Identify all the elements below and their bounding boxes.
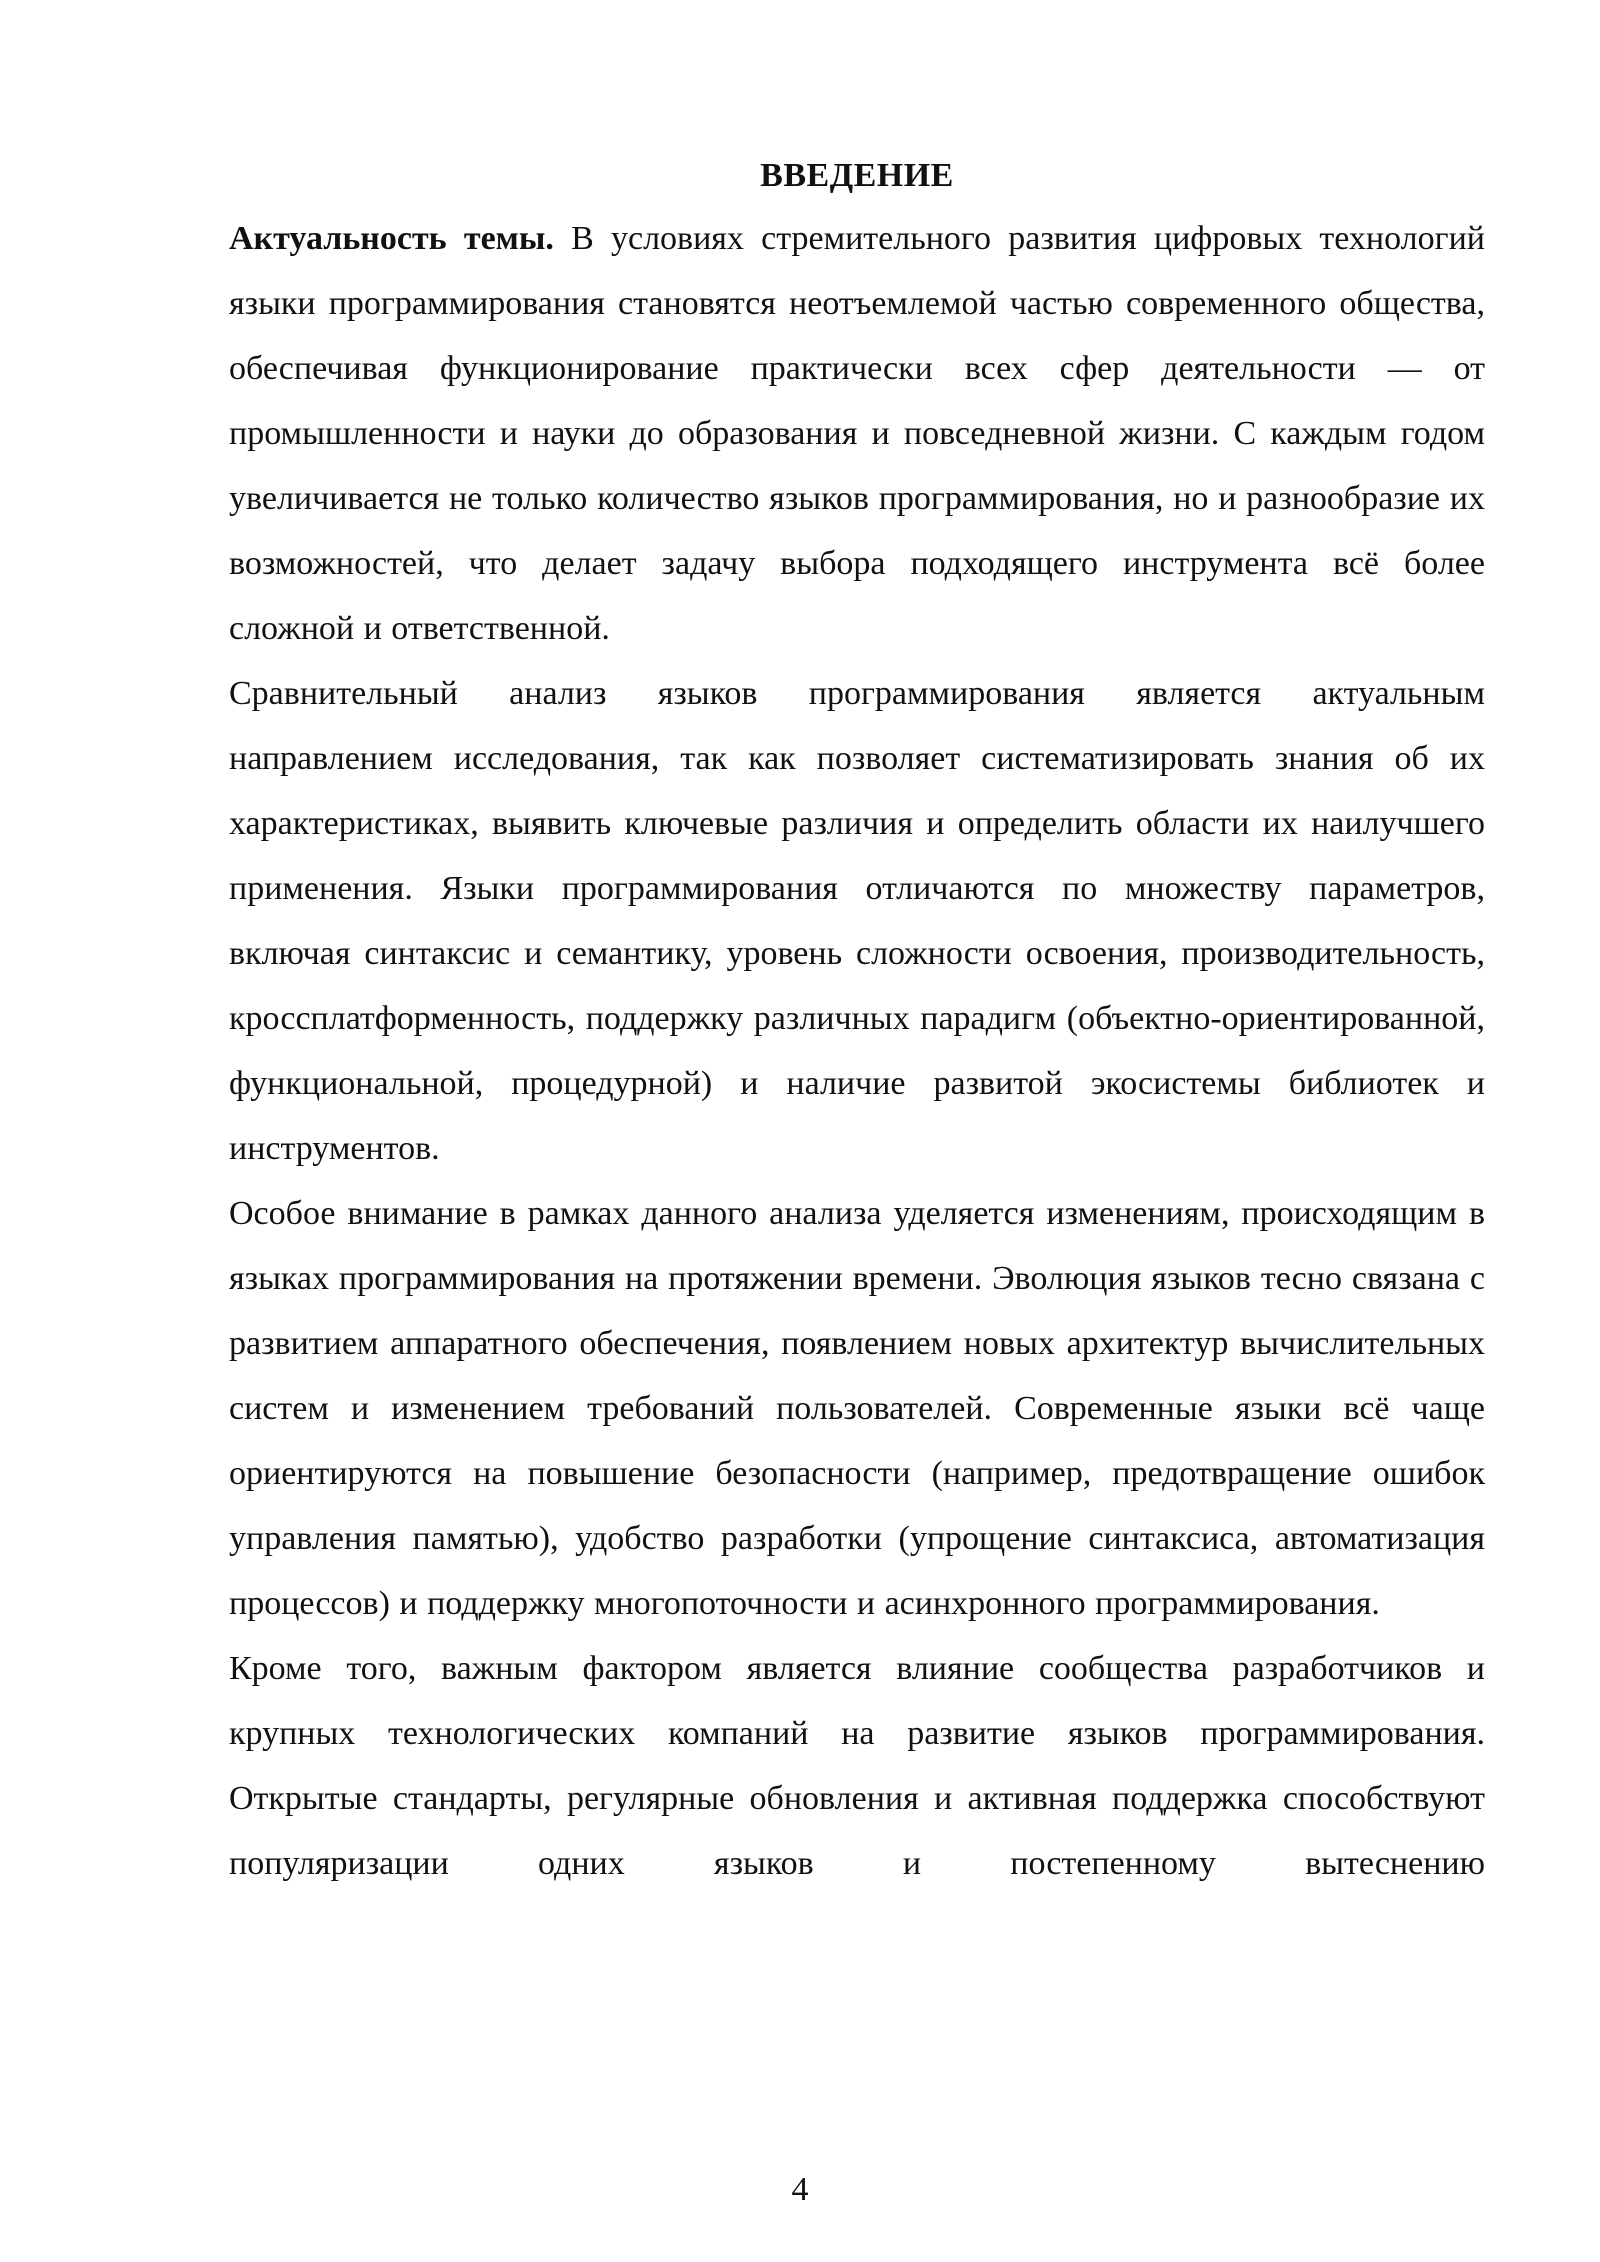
page-content xyxy=(229,146,1485,1896)
paragraph-relevance xyxy=(229,206,1485,661)
paragraph-community: Кроме того, важным фактором является влияние сообщества разработчиков и крупных технологических компаний на развитие языков программирования. Открытые стандарты, регулярные обновления и активная поддержка способствуют популяризации одних языков и постепенному вытеснению xyxy=(229,1650,1485,1882)
paragraph-text: В условиях стремительного развития цифровых технологий языки программирования становятся неотъемлемой частью современного общества, обеспечивая функционирование практически всех сфер деятельности — от промышленности и науки до образования и повседневной жизни. С каждым годом увеличивается не только количество языков программирования, но и разнообразие их возможностей, что делает задачу выбора подходящего инструмента всё более сложной и ответственной. xyxy=(229,220,1485,647)
paragraph-evolution: Особое внимание в рамках данного анализа уделяется изменениям, происходящим в языках программирования на протяжении времени. Эволюция языков тесно связана с развитием аппаратного обеспечения, появлением новых архитектур вычислительных систем и изменением требований пользователей. Современные языки всё чаще ориентируются на повышение безопасности (например, предотвращение ошибок управления памятью), удобство разработки (упрощение синтаксиса, автоматизация процессов) и поддержку многопоточности и асинхронного программирования. xyxy=(229,1195,1485,1622)
page-number: 4 xyxy=(791,2171,809,2208)
paragraph-lead: Актуальность темы. xyxy=(229,220,554,257)
section-heading: ВВЕДЕНИЕ xyxy=(760,157,954,194)
paragraph-comparative-analysis: Сравнительный анализ языков программирования является актуальным направлением исследования, так как позволяет систематизировать знания об их характеристиках, выявить ключевые различия и определить области их наилучшего применения. Языки программирования отличаются по множеству параметров, включая синтаксис и семантику, уровень сложности освоения, производительность, кроссплатформенность, поддержку различных парадигм (объектно-ориентированной, функциональной, процедурной) и наличие развитой экосистемы библиотек и инструментов. xyxy=(229,675,1485,1167)
